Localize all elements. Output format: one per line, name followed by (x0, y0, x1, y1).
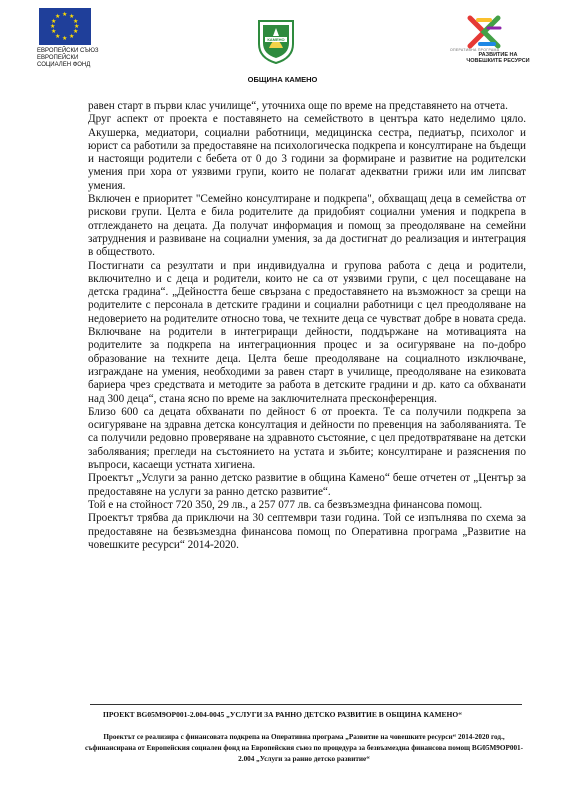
article-body (88, 100, 526, 552)
footer-divider (90, 704, 522, 705)
eu-logo-line-1: ЕВРОПЕЙСКИ СЪЮЗ (37, 48, 99, 54)
footer-project-title: ПРОЕКТ BG05M9OP001-2.004-0045 „УСЛУГИ ЗА РАННО ДЕТСКО РАЗВИТИЕ В ОБЩИНА КАМЕНО“ (103, 710, 462, 719)
page-header (0, 0, 565, 95)
paragraph: Друг аспект от проекта е поставянето на семейството в центъра като неделимо цяло. Акушерка, медиатори, социални работници, медицинска сестра, педиатър, психолог и юрист са работили за предоставяне на психологическа подкрепа и консултиране на бъдещи и настоящи родители с бебета от 0 до 3 години за формиране и развитие на родителски умения при хора от уязвими групи, които не полагат адекватни грижи или им липсват умения. (88, 113, 526, 192)
eu-logo (37, 8, 127, 69)
paragraph: Постигнати са резултати и при индивидуална и групова работа с деца и родители, включително и с деца и родители, които не са от уязвими групи, с цел посещаване на детска градина“. „Дейността беше свързана с предоставянето на възможност за срещи на родителите с персонала в детските градини и социални работници с цел преодоляване на недоверието на родителите относно това, че техните деца се чувстват добре в новата среда. Включване на родители в интегриращи дейности, поддържане на мотивацията на родителите за подкрепа на интеграционния процес и за осигуряване на по-добро образование на техните деца. Целта беше преодоляване на социалното изключване, изграждане на умения, необходими за равен старт в училище, преодоляване на езиковата бариера чрез средствата и методите за работа в детските градини и др. като са обхванати над 300 деца“, стана ясно по време на заключителната пресконференция. (88, 259, 526, 405)
paragraph: Близо 600 са децата обхванати по дейност 6 от проекта. Те са получили подкрепа за осигуряване на здравна детска консултация и дейности по превенция на заболяванията. Те са получили редовно проверяване на здравното състояние, с цел предотвратяване на детски заболявания; прегледи на състоянието на устата и зъбите; консултиране и разяснения по въпроси, касаещи устната хигиена. (88, 405, 526, 472)
op-logo-small-text: ОПЕРАТИВНА ПРОГРАМА (450, 48, 500, 52)
op-logo-line-1: РАЗВИТИЕ НА (478, 52, 518, 58)
paragraph: равен старт в първи клас училище“, уточниха още по време на представянето на отчета. (88, 100, 508, 112)
op-hrd-x-icon (440, 14, 532, 50)
svg-text:КАМЕНО: КАМЕНО (267, 37, 285, 42)
footer-funding-note: Проектът се реализира с финансовата подкрепа на Оперативна програма „Развитие на човешките ресурси“ 2014-2020 год., съфинансирана от Европейския социален фонд на Европейския съюз по процедура за безвъзмездна финансова помощ BG05M9OP001-2.004 „Услуги за ранно детско развитие“ (84, 733, 524, 763)
paragraph: Включен е приоритет "Семейно консултиране и подкрепа", обхващащ деца в семейства от рискови групи. Целта е била родителите да придобият социални умения и подкрепа в отглеждането на децата. Да получат информация и помощ за преодоляване на семейни затруднения и развиване на социални умения, за да достигнат до реализация и интеграция в обществото. (88, 193, 526, 259)
eu-logo-line-3: СОЦИАЛЕН ФОНД (37, 62, 91, 68)
op-hrd-logo (440, 14, 532, 76)
paragraph: Проектът трябва да приключи на 30 септември тази година. Той се изпълнява по схема за предоставяне на безвъзмездна финансова помощ по Оперативна програма „Развитие на човешките ресурси“ 2014-2020. (88, 512, 526, 551)
paragraph: Проектът „Услуги за ранно детско развитие в община Камено“ беше отчетен от „Център за предоставяне на услуги за ранно детско развитие“. (88, 472, 526, 498)
eu-flag-icon: ★ ★ ★ ★ ★ ★ ★ ★ ★ ★ ★ ★ (39, 8, 91, 45)
kameno-crest-icon (257, 18, 295, 64)
paragraph: Той е на стойност 720 350, 29 лв., а 257 077 лв. са безвъзмездна финансова помощ. (88, 498, 483, 511)
eu-logo-line-2: ЕВРОПЕЙСКИ (37, 55, 79, 61)
op-logo-line-2: ЧОВЕШКИТЕ РЕСУРСИ (466, 58, 530, 64)
municipality-title: ОБЩИНА КАМЕНО (247, 75, 318, 84)
